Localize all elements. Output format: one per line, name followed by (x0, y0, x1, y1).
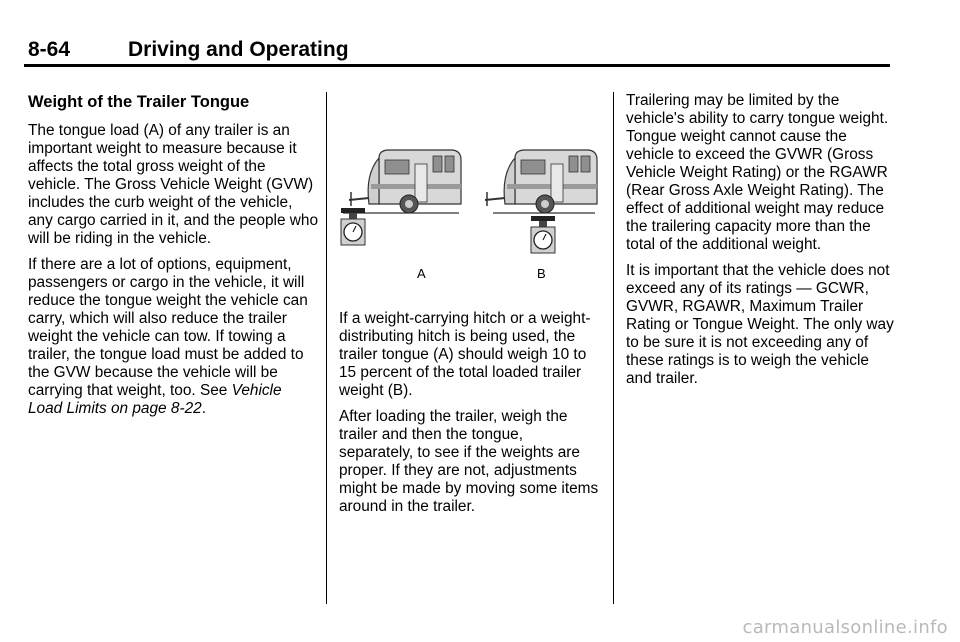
period: . (201, 400, 206, 417)
figure-label-a: A (417, 266, 426, 281)
paragraph-ratings: It is important that the vehicle does not exceed any of its ratings — GCWR, GVWR, RGAWR, Maximum Trailer Rating or Tongue Weight. The only way to be sure it is not exceeding any of these ratings is to weigh the vehicle and trailer. (626, 262, 894, 387)
section-title: Driving and Operating (128, 38, 349, 61)
column-divider-2 (613, 92, 614, 604)
paragraph-options-text: If there are a lot of options, equipment, passengers or cargo in the vehicle, it will reduce the tongue weight the vehicle can carry, which will also reduce the trailer weight the vehicle can tow. If towing a trailer, the tongue load must be added to the GVW because the vehicle will be carrying that weight, too. See (28, 256, 308, 399)
subsection-heading: Weight of the Trailer Tongue (28, 93, 250, 111)
paragraph-tongue-load: The tongue load (A) of any trailer is an important weight to measure because it affects the total gross weight of the vehicle. The Gross Vehicle Weight (GVW) includes the curb weight of the vehicle, any cargo carried in it, and the people who will be riding in the vehicle. (28, 122, 319, 247)
watermark: carmanualsonline.info (742, 617, 948, 638)
figure-label-b: B (537, 266, 546, 281)
page-header (24, 32, 890, 67)
paragraph-limits: Trailering may be limited by the vehicle's ability to carry tongue weight. Tongue weight cannot cause the vehicle to exceed the GVWR (Gross Vehicle Weight Rating) or the RGAWR (Rear Gross Axle Weight Rating). The effect of additional weight may reduce the trailering capacity more than the total of the additional weight. (626, 92, 889, 253)
column-middle (339, 310, 601, 524)
trailer-weighing-figure (339, 136, 601, 296)
column-right (626, 92, 896, 396)
load-limits-link[interactable]: Vehicle Load Limits on page 8-22 (28, 382, 282, 417)
trailer-illustration (339, 136, 601, 296)
paragraph-hitch: If a weight-carrying hitch or a weight-distributing hitch is being used, the trailer tongue (A) should weigh 10 to 15 percent of the total loaded trailer weight (B). (339, 310, 591, 399)
column-left (28, 92, 320, 426)
paragraph-loading: After loading the trailer, weigh the trailer and then the tongue, separately, to see if the weights are proper. If they are not, adjustments might be made by moving some items around in the trailer. (339, 408, 599, 515)
paragraph-options (28, 256, 320, 418)
column-divider-1 (326, 92, 327, 604)
page-number: 8-64 (28, 38, 71, 61)
